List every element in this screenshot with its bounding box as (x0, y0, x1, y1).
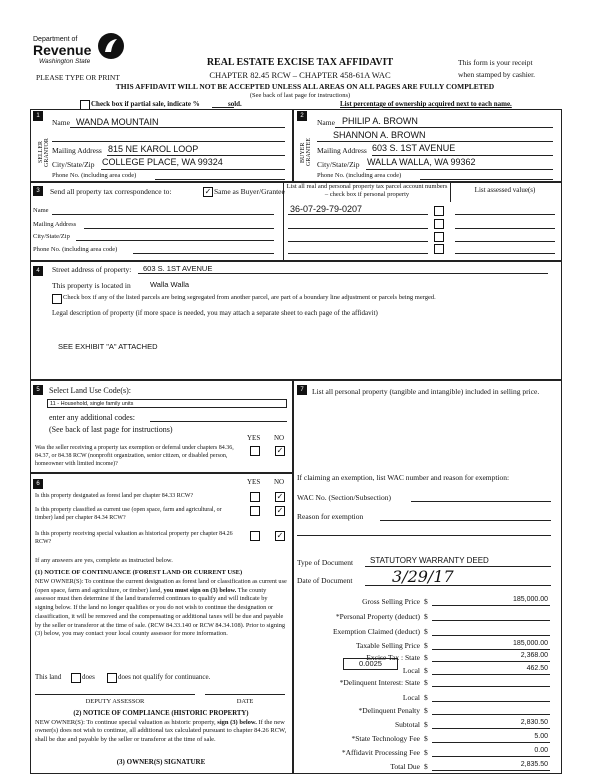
date-label: DATE (236, 698, 254, 705)
personal-property-label: List all personal property (tangible and intangible) included in selling price. (312, 387, 540, 396)
fin-row-label: Local (402, 666, 420, 675)
s6-no-header: NO (274, 478, 285, 486)
located-value: Walla Walla (150, 280, 190, 289)
fin-row-label: Exemption Claimed (deduct) (332, 627, 420, 636)
parcel-personal-checkbox-4[interactable] (434, 244, 444, 254)
parcel-personal-checkbox-3[interactable] (434, 232, 444, 242)
partial-sale-label: Check box if partial sale, indicate % (91, 100, 200, 108)
fin-row-label: *Personal Property (deduct) (335, 612, 420, 621)
parcel-header: List all real and personal property tax parcel account numbers – check box if personal property (286, 183, 448, 198)
historic-question: Is this property receiving special valuation as historical property per chapter 84.26 RCW? (35, 531, 233, 545)
seller-city-label: City/State/Zip (52, 160, 95, 169)
logo-emblem-icon (97, 32, 125, 60)
deputy-assessor-label: DEPUTY ASSESSOR (85, 698, 145, 705)
section-6-number: 6 (33, 479, 43, 489)
s3-mailing-label: Mailing Address (33, 221, 77, 228)
fin-row-value[interactable]: 185,000.00 (512, 596, 548, 603)
s6-yes-header: YES (247, 478, 261, 486)
fin-row-dollar: $ (424, 678, 428, 687)
sold-label: sold. (228, 100, 242, 108)
buyer-city[interactable]: WALLA WALLA, WA 99362 (367, 157, 476, 167)
fin-row-label: Subtotal (394, 720, 420, 729)
buyer-phone-label: Phone No. (including area code) (317, 172, 402, 179)
land-use-select[interactable]: 11 - Household, single family units (47, 399, 287, 408)
buyer-mailing-label: Mailing Address (317, 146, 367, 155)
located-label: This property is located in (52, 281, 131, 290)
same-as-buyer-checkbox[interactable]: ✓ (204, 187, 212, 196)
s3-city-label: City/State/Zip (33, 233, 70, 240)
fin-row-dollar: $ (424, 762, 428, 771)
fin-row-dollar: $ (424, 666, 428, 675)
send-correspondence-label: Send all property tax correspondence to: (50, 187, 172, 196)
buyer-name-2[interactable]: SHANNON A. BROWN (333, 130, 426, 140)
historic-yes-checkbox[interactable] (250, 531, 260, 541)
fin-row-label: *Delinquent Penalty (358, 706, 420, 715)
historic-no-checkbox[interactable]: ✓ (276, 531, 284, 540)
fin-row-value[interactable]: 0.00 (534, 747, 548, 754)
doc-type[interactable]: STATUTORY WARRANTY DEED (370, 556, 489, 565)
section-1-number: 1 (33, 111, 43, 121)
ownership-pct-label: List percentage of ownership acquired next to each name. (340, 100, 512, 108)
section-7-number: 7 (297, 385, 307, 395)
fin-row-dollar: $ (424, 693, 428, 702)
fin-row-label: *State Technology Fee (351, 734, 420, 743)
fin-row-value[interactable]: 2,830.50 (520, 719, 548, 726)
see-back-note: (See back of last page for instructions) (249, 92, 351, 99)
street-label: Street address of property: (52, 265, 132, 274)
seller-side-label: SELLER GRANTOR (38, 138, 50, 167)
fin-row-label: Local (402, 693, 420, 702)
fin-row-label: Excise Tax : State (366, 653, 420, 662)
s5-yes-header: YES (247, 434, 261, 442)
exemption-no-checkbox[interactable]: ✓ (276, 446, 284, 455)
fin-row-label: *Affidavit Processing Fee (341, 748, 420, 757)
fin-row-dollar: $ (424, 612, 428, 621)
additional-codes-label: enter any additional codes: (49, 413, 135, 422)
fin-row-dollar: $ (424, 720, 428, 729)
exemption-yes-checkbox[interactable] (250, 446, 260, 456)
legal-description: SEE EXHIBIT "A" ATTACHED (58, 342, 158, 351)
s3-name-label: Name (33, 207, 49, 214)
parcel-personal-checkbox-1[interactable] (434, 206, 444, 216)
fin-row-value[interactable]: 2,368.00 (520, 652, 548, 659)
current-use-question: Is this property classified as current use (open space, farm and agricultural, or timber) land per chapter 84.34 RCW? (35, 507, 222, 521)
segregated-checkbox[interactable] (52, 294, 62, 304)
owner-signature-title: (3) OWNER(S) SIGNATURE (116, 758, 206, 766)
fin-row-label: Total Due (390, 762, 420, 771)
reason-label: Reason for exemption (297, 512, 364, 521)
form-chapter: CHAPTER 82.45 RCW – CHAPTER 458-61A WAC (209, 70, 391, 80)
section-3-number: 3 (33, 186, 43, 196)
current-use-no-checkbox[interactable]: ✓ (276, 506, 284, 515)
logo-line2: Revenue (33, 42, 92, 58)
if-yes-note: If any answers are yes, complete as instructed below. (35, 557, 173, 564)
does-not-label: does not qualify for continuance. (118, 673, 211, 681)
buyer-mailing[interactable]: 603 S. 1ST AVENUE (372, 143, 456, 153)
street-address[interactable]: 603 S. 1ST AVENUE (143, 264, 213, 273)
section-4 (30, 260, 562, 381)
fin-row-dollar: $ (424, 706, 428, 715)
does-qualify-checkbox[interactable] (71, 673, 81, 683)
fin-row-dollar: $ (424, 641, 428, 650)
notice-continuance-title: (1) NOTICE OF CONTINUANCE (FOREST LAND OR CURRENT USE) (35, 569, 243, 576)
seller-phone-label: Phone No. (including area code) (52, 172, 137, 179)
fin-row-label: *Delinquent Interest: State (339, 678, 420, 687)
seller-mailing-label: Mailing Address (52, 146, 102, 155)
doc-date[interactable]: 3/29/17 (392, 567, 454, 586)
assessed-header: List assessed value(s) (474, 186, 536, 194)
same-as-buyer-label: Same as Buyer/Grantee (214, 187, 285, 196)
fin-row-label: Taxable Selling Price (355, 641, 420, 650)
revenue-logo (33, 28, 128, 68)
s5-see-back: (See back of last page for instructions) (49, 425, 173, 434)
notice-compliance-title: (2) NOTICE OF COMPLIANCE (HISTORIC PROPERTY) (73, 710, 249, 717)
seller-city[interactable]: COLLEGE PLACE, WA 99324 (102, 157, 223, 167)
s3-phone-label: Phone No. (including area code) (33, 246, 118, 253)
fin-row-dollar: $ (424, 627, 428, 636)
doc-type-label: Type of Document (297, 558, 354, 567)
fin-row-label: Gross Selling Price (362, 597, 420, 606)
form-title: REAL ESTATE EXCISE TAX AFFIDAVIT (206, 57, 394, 68)
section-5-number: 5 (33, 385, 43, 395)
local-rate[interactable]: 0.0025 (343, 658, 398, 670)
buyer-name-label: Name (317, 118, 335, 127)
notice-continuance-body: NEW OWNER(S): To continue the current designation as forest land or classification as current use (open space, farm and agriculture, or timber) land, you must sign on (3) below. The county assessor must then determine if the land transferred continues to qualify and will indicate by signing below. If the land no longer qualifies or you do not wish to continue the designation or classification, it will be removed and the compensating or additional taxes will be due and payable by the seller or transferor at the time of sale. (RCW 84.33.140 or RCW 84.34.108). Prior to signing (3) below, you may contact your local county assessor for more information. (35, 578, 287, 638)
seller-name-label: Name (52, 118, 70, 127)
warning-text: THIS AFFIDAVIT WILL NOT BE ACCEPTED UNLESS ALL AREAS ON ALL PAGES ARE FULLY COMPLETED (115, 82, 495, 91)
fin-row-value[interactable]: 185,000.00 (512, 640, 548, 647)
buyer-name-1[interactable]: PHILIP A. BROWN (342, 116, 418, 126)
fin-row-value[interactable]: 5.00 (534, 733, 548, 740)
notice-compliance-body: NEW OWNER(S): To continue special valuation as historic property, sign (3) below. If the new owner(s) does not wish to continue, all additional tax calculated pursuant to chapter 84.26 RCW, shall be due and payable by the seller or transferor at the time of sale. (35, 719, 287, 743)
wac-label: WAC No. (Section/Subsection) (297, 493, 391, 502)
exemption-question: Was the seller receiving a property tax exemption or deferral under chapters 84.36, 84.37, or 84.38 RCW (nonprofit organization, senior citizen, or disabled person, homeowner with limited income)? (35, 445, 234, 467)
fin-row-value[interactable]: 2,835.50 (520, 761, 548, 768)
s5-no-header: NO (274, 434, 285, 442)
forest-yes-checkbox[interactable] (250, 492, 260, 502)
current-use-yes-checkbox[interactable] (250, 506, 260, 516)
parcel-personal-checkbox-2[interactable] (434, 219, 444, 229)
seller-mailing[interactable]: 815 NE KAROL LOOP (108, 144, 199, 154)
logo-line1: Department of (33, 36, 78, 43)
receipt-note1: This form is your receipt (458, 58, 533, 67)
fin-row-dollar: $ (424, 734, 428, 743)
land-use-label: Select Land Use Code(s): (49, 386, 131, 395)
segregated-label: Check box if any of the listed parcels are being segregated from another parcel, are part of a boundary line adjustment or parcels being merged. (63, 294, 436, 301)
parcel-number[interactable]: 36-07-29-79-0207 (290, 204, 363, 214)
logo-line3: Washington State (39, 58, 91, 65)
claim-exemption-label: If claiming an exemption, list WAC number and reason for exemption: (297, 473, 510, 482)
fin-row-dollar: $ (424, 597, 428, 606)
section-2-number: 2 (297, 111, 307, 121)
doc-date-label: Date of Document (297, 576, 353, 585)
fin-row-value[interactable]: 462.50 (526, 665, 548, 672)
does-label: does (82, 673, 95, 681)
please-type: PLEASE TYPE OR PRINT (36, 73, 120, 82)
forest-question: Is this property designated as forest land per chapter 84.33 RCW? (35, 493, 194, 499)
seller-name[interactable]: WANDA MOUNTAIN (76, 117, 159, 127)
this-land-label: This land (35, 673, 62, 681)
legal-label: Legal description of property (if more space is needed, you may attach a separate sheet to each page of the affidavit) (52, 309, 378, 317)
buyer-side-label: BUYER GRANTEE (300, 138, 312, 167)
does-not-qualify-checkbox[interactable] (107, 673, 117, 683)
forest-no-checkbox[interactable]: ✓ (276, 492, 284, 501)
receipt-note2: when stamped by cashier. (458, 70, 536, 79)
buyer-city-label: City/State/Zip (317, 160, 360, 169)
section-4-number: 4 (33, 266, 43, 276)
fin-row-dollar: $ (424, 653, 428, 662)
fin-row-dollar: $ (424, 748, 428, 757)
